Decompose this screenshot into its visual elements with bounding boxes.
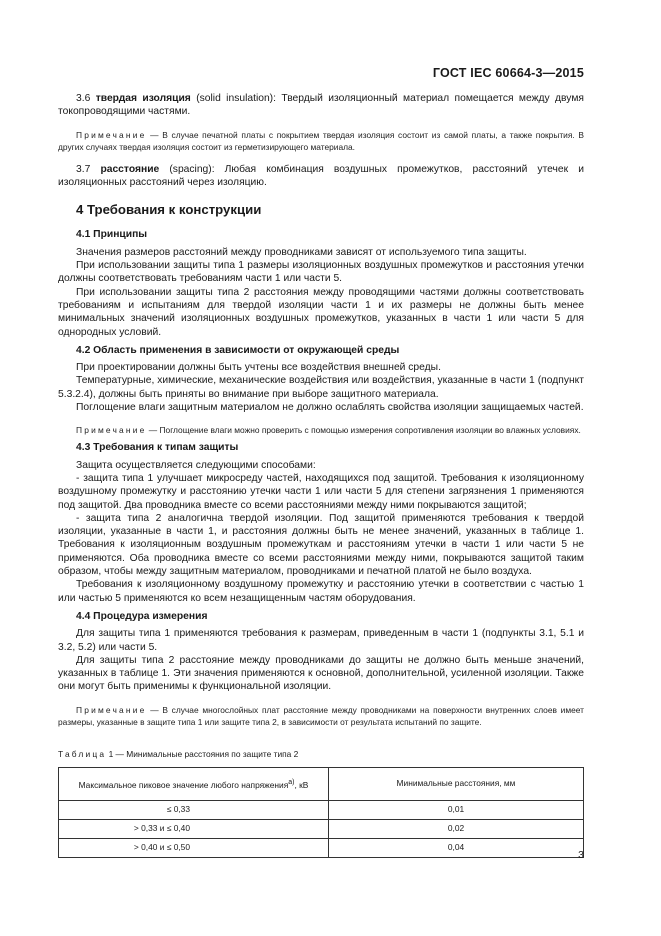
note-text: — Поглощение влаги можно проверить с помощью измерения сопротивления изоляции во влажных условиях.: [146, 425, 581, 436]
table-header-row: [59, 767, 584, 800]
page-number: 3: [578, 849, 584, 861]
page-content: [58, 92, 584, 858]
defined-term: твердая изоляция: [95, 93, 191, 104]
table-min-distances: [58, 767, 584, 858]
voltage-cell: ≤ 0,33: [59, 800, 329, 819]
note-label: Примечание: [76, 425, 147, 436]
distance-cell: 0,04: [329, 838, 584, 857]
paragraph: Требования к изоляционному воздушному промежутку и расстоянию утечки в соответствии с частью 1 или частью 5 применяются ко всем незащищенным частям оборудования.: [58, 579, 584, 604]
note-label: Примечание: [76, 704, 147, 715]
table-label: Таблица: [58, 748, 107, 759]
paragraph: Для защиты типа 2 расстояние между проводниками до защиты не должно быть меньше значений, указанных в таблице 1. Эти значения применяются к основной, дополнительной, усиленной изоляции. Также они могут быть применимы к функциональной изоляции.: [58, 654, 584, 693]
paragraph: При использовании защиты типа 1 размеры изоляционных воздушных промежутков и расстояния утечки должны соответствовать требованиям части 1 или части 5.: [58, 260, 584, 285]
definition-3-6: [58, 92, 584, 119]
voltage-cell: > 0,40 и ≤ 0,50: [59, 838, 329, 857]
paragraph: Температурные, химические, механические воздействия или воздействия, указанные в части 1 (подпункт 5.3.2.4), должны быть приняты во внимание при выборе защитного материала.: [58, 375, 584, 400]
paragraph: Для защиты типа 1 применяются требования к размерам, приведенным в части 1 (подпункты 3.1, 5.1 и 3.2, 5.2) или части 5.: [58, 628, 584, 653]
note-label: Примечание: [76, 129, 147, 140]
paragraph: Защита осуществляется следующими способами:: [76, 459, 316, 471]
table-row: [59, 838, 584, 857]
list-item: - защита типа 1 улучшает микросреду частей, находящихся под защитой. Требования к изоляционному воздушному промежутку и расстоянию утечки части 1 или части 5 для степени загрязнения 1 применяются под защитой. Два проводника вместе со всеми расстояниями между ними покрываются защитой;: [58, 472, 584, 511]
definition-text: (spacing): Любая комбинация воздушных промежутков, расстояний утечек и изоляционных расстояний через изоляцию.: [58, 163, 584, 188]
distance-cell: 0,01: [329, 800, 584, 819]
note-text: — В случае печатной платы с покрытием твердая изоляция состоит из самой платы, а также покрытия. В других случаях твердая изоляция состоит из герметизирующего материала.: [58, 129, 584, 152]
list-item: - защита типа 2 аналогична твердой изоляции. Под защитой применяются требования к твердой изоляции, указанные в части 1, и расстояния должны быть не менее значений, указанных в таблице 1. Требования к изоляционным воздушным промежуткам и расстояниям утечки в части 1 или части 5 не применяются. Оба проводника вместе со всеми расстояниями между ними, покрываются защитой таким образом, чтобы между защитным материалом, проводниками и печатной платой не было воздуха.: [58, 512, 584, 578]
clause-number: 3.7: [76, 163, 91, 175]
table-title: 1 — Минимальные расстояния по защите типа 2: [106, 748, 299, 759]
clause-number: 3.6: [76, 93, 91, 104]
note-moisture: [58, 424, 584, 436]
paragraph: Значения размеров расстояний между проводниками зависят от используемого типа защиты.: [76, 246, 527, 258]
note-multilayer: [58, 704, 584, 728]
distance-cell: 0,02: [329, 819, 584, 838]
defined-term: расстояние: [100, 163, 160, 175]
table-row: [59, 819, 584, 838]
column-header-distance: Минимальные расстояния, мм: [329, 767, 584, 800]
column-header-voltage: Максимальное пиковое значение любого напряжения$^{a)}$, кВ: [59, 767, 329, 800]
section-heading-4-3: 4.3 Требования к типам защиты: [76, 442, 239, 454]
table-caption: [58, 748, 584, 761]
section-heading-4-1: 4.1 Принципы: [76, 229, 148, 241]
table-row: [59, 800, 584, 819]
footnote-marker: a): [288, 778, 295, 786]
paragraph: При использовании защиты типа 2 расстояния между проводящими частями должны соответствовать требованиям и испытаниям для твердой изоляции части 1 и их размеры не должны быть менее минимальных значений изоляционных воздушных промежутков, указанных в части 1 или части 5 для однородных условий.: [58, 286, 584, 338]
voltage-cell: > 0,33 и ≤ 0,40: [59, 819, 329, 838]
section-heading-4: 4 Требования к конструкции: [76, 202, 262, 218]
paragraph: Поглощение влаги защитным материалом не должно ослаблять свойства изоляции защищаемых частей.: [76, 402, 584, 414]
document-header: ГОСТ IEC 60664-3—2015: [432, 66, 584, 80]
note-solid-insulation: [58, 129, 584, 153]
section-heading-4-2: 4.2 Область применения в зависимости от окружающей среды: [76, 344, 400, 356]
note-text: — В случае многослойных плат расстояние между проводниками на поверхности внутренних слоев имеет размеры, указанные в защите типа 1 или защите типа 2, в зависимости от результата испытаний по защите.: [58, 704, 584, 727]
definition-3-7: [58, 163, 584, 190]
section-heading-4-4: 4.4 Процедура измерения: [76, 610, 208, 622]
paragraph: При проектировании должны быть учтены все воздействия внешней среды.: [76, 362, 441, 374]
definition-text: (solid insulation): Твердый изоляционный материал помещается между двумя токопроводящими частями.: [58, 93, 584, 118]
